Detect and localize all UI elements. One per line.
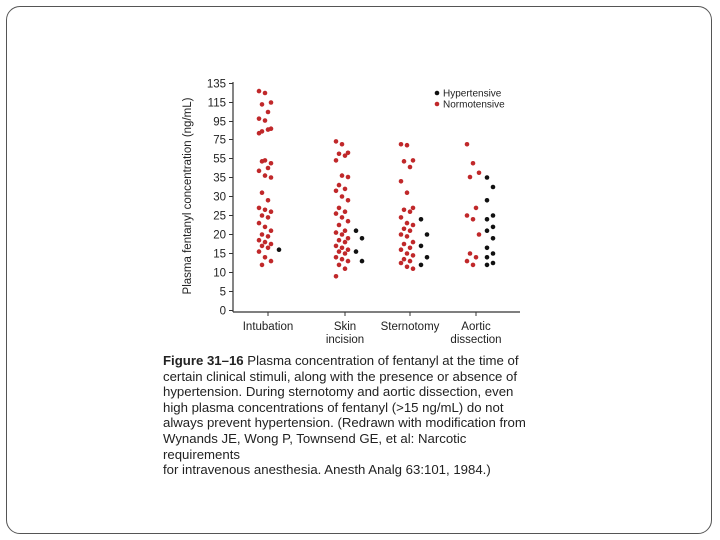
- normotensive-point: [337, 223, 342, 228]
- normotensive-point: [346, 219, 351, 224]
- normotensive-point: [399, 247, 404, 252]
- normotensive-point: [266, 198, 271, 203]
- normotensive-point: [260, 213, 265, 218]
- y-tick-label: 55: [213, 153, 226, 166]
- hypertensive-point: [485, 217, 490, 222]
- y-tick-label: 75: [213, 134, 226, 147]
- normotensive-point: [343, 187, 348, 192]
- normotensive-point: [343, 240, 348, 245]
- normotensive-point: [343, 251, 348, 256]
- hypertensive-point: [491, 251, 496, 256]
- normotensive-point: [408, 209, 413, 214]
- normotensive-point: [269, 242, 274, 247]
- normotensive-point: [334, 274, 339, 279]
- y-tick-label: 135: [206, 78, 226, 91]
- normotensive-point: [337, 249, 342, 254]
- normotensive-point: [471, 217, 476, 222]
- normotensive-point: [346, 236, 351, 241]
- normotensive-point: [257, 238, 262, 243]
- hypertensive-point: [491, 236, 496, 241]
- hypertensive-point: [354, 249, 359, 254]
- normotensive-point: [334, 230, 339, 235]
- normotensive-point: [474, 206, 479, 211]
- normotensive-point: [266, 127, 271, 132]
- normotensive-point: [263, 208, 268, 213]
- hypertensive-point: [485, 175, 490, 180]
- normotensive-point: [465, 213, 470, 218]
- hypertensive-point: [485, 198, 490, 203]
- y-tick-label: 10: [213, 267, 226, 280]
- normotensive-point: [411, 158, 416, 163]
- x-category-label: Aortic: [461, 321, 491, 333]
- normotensive-point: [266, 166, 271, 171]
- normotensive-point: [334, 139, 339, 144]
- normotensive-point: [405, 234, 410, 239]
- y-tick-label: 30: [213, 191, 226, 204]
- y-tick-label: 115: [207, 97, 226, 110]
- normotensive-point: [340, 257, 345, 262]
- normotensive-point: [405, 251, 410, 256]
- normotensive-point: [399, 142, 404, 147]
- normotensive-point: [405, 221, 410, 226]
- normotensive-point: [346, 198, 351, 203]
- normotensive-point: [269, 259, 274, 264]
- normotensive-point: [260, 159, 265, 164]
- normotensive-point: [337, 206, 342, 211]
- normotensive-point: [402, 227, 407, 232]
- normotensive-point: [334, 255, 339, 260]
- figure-label: Figure 31–16: [163, 353, 244, 368]
- hypertensive-point: [419, 244, 424, 249]
- legend-label: Normotensive: [443, 99, 505, 111]
- y-tick-label: 0: [219, 305, 226, 318]
- normotensive-point: [402, 257, 407, 262]
- normotensive-point: [343, 266, 348, 271]
- x-category-label: dissection: [450, 334, 502, 346]
- normotensive-point: [402, 208, 407, 213]
- hypertensive-point: [491, 213, 496, 218]
- normotensive-point: [260, 244, 265, 249]
- normotensive-point: [471, 263, 476, 268]
- normotensive-point: [408, 228, 413, 233]
- normotensive-point: [405, 143, 410, 148]
- normotensive-point: [257, 169, 262, 174]
- normotensive-point: [411, 240, 416, 245]
- hypertensive-point: [419, 217, 424, 222]
- normotensive-point: [263, 118, 268, 123]
- normotensive-point: [340, 173, 345, 178]
- normotensive-point: [474, 255, 479, 260]
- y-tick-label: 25: [213, 210, 226, 223]
- figure-caption: [163, 353, 543, 478]
- y-axis-label: Plasma fentanyl concentration (ng/mL): [182, 97, 194, 295]
- normotensive-point: [269, 209, 274, 214]
- normotensive-point: [257, 131, 262, 136]
- normotensive-point: [346, 175, 351, 180]
- normotensive-point: [334, 189, 339, 194]
- normotensive-point: [346, 259, 351, 264]
- hypertensive-point: [491, 225, 496, 230]
- normotensive-point: [340, 142, 345, 147]
- normotensive-point: [465, 142, 470, 147]
- normotensive-point: [405, 265, 410, 270]
- x-category-label: Sternotomy: [380, 321, 440, 333]
- normotensive-point: [260, 190, 265, 195]
- normotensive-point: [337, 151, 342, 156]
- legend-marker: [435, 102, 440, 107]
- normotensive-point: [269, 175, 274, 180]
- normotensive-point: [266, 246, 271, 251]
- normotensive-point: [477, 170, 482, 175]
- normotensive-point: [399, 232, 404, 237]
- hypertensive-point: [491, 261, 496, 266]
- normotensive-point: [343, 228, 348, 233]
- normotensive-point: [399, 261, 404, 266]
- normotensive-point: [260, 263, 265, 268]
- normotensive-point: [266, 234, 271, 239]
- normotensive-point: [260, 232, 265, 237]
- normotensive-point: [340, 215, 345, 220]
- normotensive-point: [269, 228, 274, 233]
- normotensive-point: [266, 215, 271, 220]
- normotensive-point: [263, 91, 268, 96]
- hypertensive-point: [360, 236, 365, 241]
- hypertensive-point: [485, 228, 490, 233]
- normotensive-point: [343, 153, 348, 158]
- normotensive-point: [468, 251, 473, 256]
- normotensive-point: [263, 255, 268, 260]
- normotensive-point: [334, 158, 339, 163]
- caption-text: Plasma concentration of fentanyl at the time of certain clinical stimuli, along with the presence or absence of hypertension. During sternotomy and aortic dissection, even high plasma concentrations of fentanyl (>15 ng/mL) do not always prevent hypertension. (Redrawn with modification from Wynands JE, Wong P, Townsend GE, et al: Narcotic requirements for intravenous anesthesia. Anesth Analg 63:101, 1984.): [163, 353, 526, 478]
- y-tick-label: 5: [219, 286, 226, 299]
- normotensive-point: [257, 221, 262, 226]
- normotensive-point: [465, 259, 470, 264]
- normotensive-point: [257, 116, 262, 121]
- normotensive-point: [411, 266, 416, 271]
- hypertensive-point: [425, 255, 430, 260]
- hypertensive-point: [419, 263, 424, 268]
- normotensive-point: [408, 259, 413, 264]
- normotensive-point: [337, 263, 342, 268]
- normotensive-point: [340, 194, 345, 199]
- legend-marker: [435, 91, 440, 96]
- x-category-label: incision: [325, 334, 365, 346]
- normotensive-point: [343, 209, 348, 214]
- normotensive-point: [263, 225, 268, 230]
- hypertensive-point: [491, 185, 496, 190]
- normotensive-point: [399, 179, 404, 184]
- x-category-label: Skin: [333, 321, 357, 333]
- normotensive-point: [257, 206, 262, 211]
- normotensive-point: [477, 232, 482, 237]
- y-tick-label: 35: [213, 172, 226, 185]
- normotensive-point: [402, 242, 407, 247]
- hypertensive-point: [485, 263, 490, 268]
- y-tick-label: 95: [213, 116, 226, 129]
- normotensive-point: [340, 232, 345, 237]
- normotensive-point: [257, 249, 262, 254]
- normotensive-point: [402, 159, 407, 164]
- hypertensive-point: [360, 259, 365, 264]
- normotensive-point: [346, 247, 351, 252]
- normotensive-point: [269, 161, 274, 166]
- normotensive-point: [337, 183, 342, 188]
- normotensive-point: [263, 240, 268, 245]
- normotensive-point: [260, 102, 265, 107]
- normotensive-point: [263, 173, 268, 178]
- x-category-label: Intubation: [242, 321, 294, 333]
- normotensive-point: [471, 161, 476, 166]
- y-tick-label: 20: [213, 229, 226, 242]
- normotensive-point: [257, 89, 262, 94]
- normotensive-point: [266, 110, 271, 115]
- normotensive-point: [269, 100, 274, 105]
- normotensive-point: [408, 165, 413, 170]
- normotensive-point: [334, 244, 339, 249]
- legend-label: Hypertensive: [443, 88, 502, 100]
- normotensive-point: [334, 211, 339, 216]
- normotensive-point: [405, 190, 410, 195]
- normotensive-point: [399, 215, 404, 220]
- hypertensive-point: [277, 247, 282, 252]
- hypertensive-point: [425, 232, 430, 237]
- normotensive-point: [411, 223, 416, 228]
- normotensive-point: [411, 206, 416, 211]
- hypertensive-point: [354, 228, 359, 233]
- normotensive-point: [337, 238, 342, 243]
- hypertensive-point: [485, 255, 490, 260]
- normotensive-point: [411, 253, 416, 258]
- hypertensive-point: [485, 246, 490, 251]
- normotensive-point: [340, 246, 345, 251]
- normotensive-point: [408, 246, 413, 251]
- normotensive-point: [468, 175, 473, 180]
- y-tick-label: 15: [213, 248, 226, 261]
